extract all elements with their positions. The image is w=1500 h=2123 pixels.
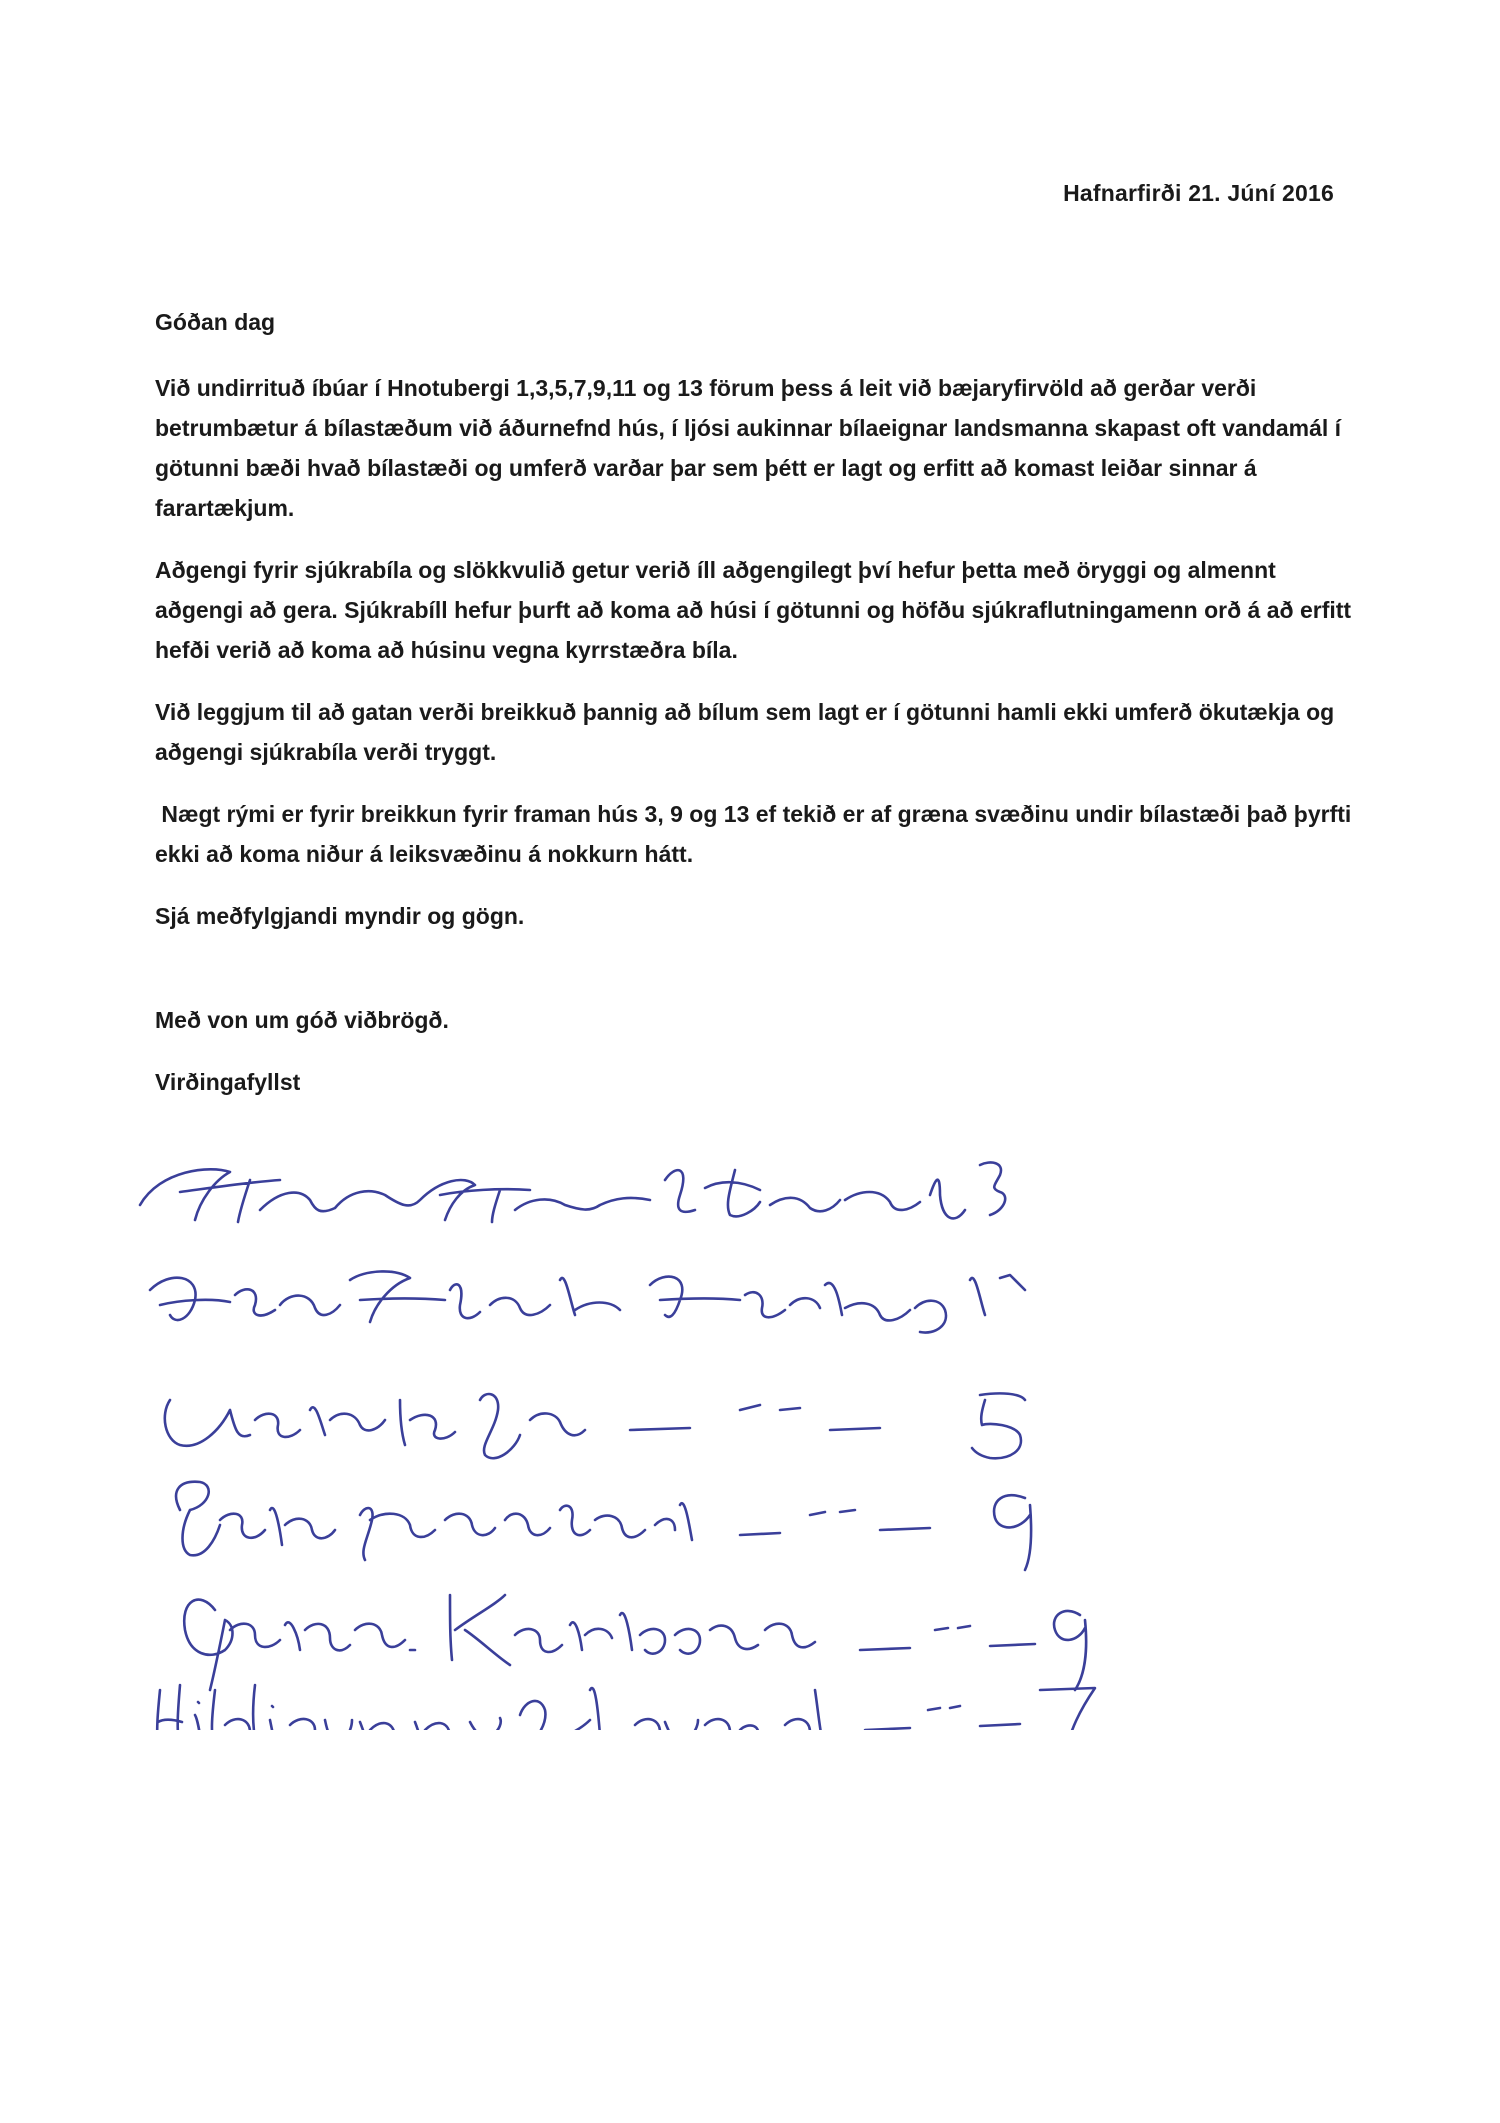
signature-1 xyxy=(140,1162,1005,1222)
handwritten-signatures xyxy=(120,1110,1120,1730)
paragraph-access: Aðgengi fyrir sjúkrabíla og slökkvulið getur verið íll aðgengilegt því hefur þetta með öryggi og almennt aðgengi að gera. Sjúkrabíll hefur þurft að koma að húsi í götunni og höfðu sjúkraflutningamenn orð á að erfitt hefði verið að koma að húsinu vegna kyrrstæðra bíla. xyxy=(155,557,1352,663)
signature-5 xyxy=(184,1595,1086,1690)
paragraph-request: Við undirrituð íbúar í Hnotubergi 1,3,5,7,9,11 og 13 förum þess á leit við bæjaryfirvöld að gerðar verði betrumbætur á bílastæðum við áðurnefnd hús, í ljósi aukinnar bílaeignar landsmanna skapast oft vandamál í götunni bæði hvað bílastæði og umferð varðar þar sem þétt er lagt og erfitt að komast leiðar sinnar á farartækjum. xyxy=(155,375,1342,521)
letter-date: Hafnarfirði 21. Júní 2016 xyxy=(1063,180,1334,206)
letter-closing xyxy=(155,1000,449,1124)
closing-line: Með von um góð viðbrögð. xyxy=(155,1007,449,1033)
signature-6 xyxy=(157,1685,1095,1730)
sign-off: Virðingafyllst xyxy=(155,1069,301,1095)
paragraph-attachments: Sjá meðfylgjandi myndir og gögn. xyxy=(155,903,525,929)
signature-4 xyxy=(176,1482,1031,1570)
signature-3 xyxy=(165,1393,1025,1458)
paragraph-proposal: Við leggjum til að gatan verði breikkuð þannig að bílum sem lagt er í götunni hamli ekki umferð ökutækja og aðgengi sjúkrabíla verði tryggt. xyxy=(155,699,1335,765)
signature-block xyxy=(120,1110,1120,1730)
signature-2 xyxy=(150,1271,1025,1332)
letter-body xyxy=(155,302,1358,958)
paragraph-space: Nægt rými er fyrir breikkun fyrir framan hús 3, 9 og 13 ef tekið er af græna svæðinu undir bílastæði það þyrfti ekki að koma niður á leiksvæðinu á nokkurn hátt. xyxy=(155,801,1358,867)
greeting: Góðan dag xyxy=(155,309,276,335)
